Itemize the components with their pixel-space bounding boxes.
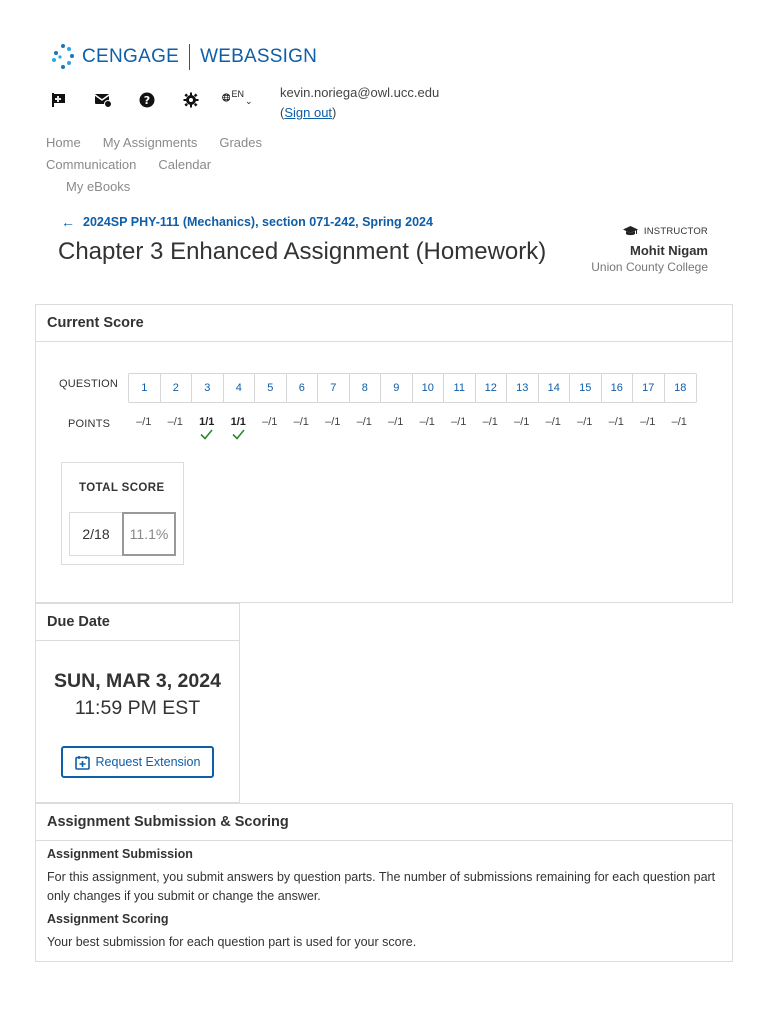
- due-date-heading: Due Date: [36, 604, 239, 641]
- points-row: [128, 416, 695, 440]
- messages-settings-icon[interactable]: [92, 89, 114, 111]
- instructor-info: [591, 226, 708, 274]
- question-points: [160, 416, 192, 440]
- points-label: POINTS: [68, 418, 111, 430]
- question-points-value: –/1: [514, 416, 530, 428]
- question-points-value: –/1: [577, 416, 593, 428]
- question-link[interactable]: 6: [287, 374, 319, 402]
- submission-scoring-panel: [35, 803, 733, 962]
- question-points-value: –/1: [671, 416, 687, 428]
- course-back-link[interactable]: [61, 214, 433, 230]
- globe-icon: [222, 89, 230, 106]
- total-score-label: TOTAL SCORE: [79, 482, 165, 494]
- gear-icon[interactable]: [180, 89, 202, 111]
- calendar-plus-icon: [75, 755, 90, 770]
- question-points: [128, 416, 160, 440]
- sign-out-link[interactable]: Sign out: [284, 105, 333, 120]
- assignment-scoring-text: Your best submission for each question part is used for your score.: [47, 935, 417, 949]
- assignment-submission-text: For this assignment, you submit answers by question parts. The number of submissions remaining for each question part only changes if you submit or change the answer.: [47, 870, 716, 903]
- question-points-value: 1/1: [230, 416, 246, 428]
- question-points-value: –/1: [167, 416, 183, 428]
- question-points: [254, 416, 286, 440]
- product-name: WEBASSIGN: [200, 46, 318, 67]
- cengage-webassign-logo[interactable]: [50, 42, 317, 72]
- request-extension-label: Request Extension: [95, 755, 201, 769]
- assignment-submission-heading: Assignment Submission: [47, 847, 193, 861]
- question-link[interactable]: 7: [318, 374, 350, 402]
- header-toolbar: [48, 88, 266, 112]
- total-score-percent: 11.1%: [122, 512, 176, 556]
- question-points-value: –/1: [640, 416, 656, 428]
- question-points-value: 1/1: [199, 416, 215, 428]
- question-points-value: –/1: [451, 416, 467, 428]
- question-label: QUESTION: [59, 378, 119, 390]
- course-name: 2024SP PHY-111 (Mechanics), section 071-242, Spring 2024: [83, 215, 433, 229]
- question-link[interactable]: 10: [413, 374, 445, 402]
- question-link[interactable]: 4: [224, 374, 256, 402]
- help-icon[interactable]: [136, 89, 158, 111]
- brand-name: CENGAGE: [82, 46, 180, 67]
- sign-out-wrapper: (Sign out): [280, 105, 337, 120]
- checkmark-icon: [232, 429, 245, 440]
- question-points: [286, 416, 318, 440]
- total-score-box: [61, 462, 184, 565]
- nav-my-ebooks[interactable]: My eBooks: [66, 178, 131, 194]
- question-points-value: –/1: [482, 416, 498, 428]
- question-link[interactable]: 3: [192, 374, 224, 402]
- question-points: [506, 416, 538, 440]
- due-date: SUN, MAR 3, 2024: [54, 670, 221, 692]
- question-points-value: –/1: [388, 416, 404, 428]
- question-link[interactable]: 11: [444, 374, 476, 402]
- graduation-cap-icon: [623, 226, 638, 237]
- question-link[interactable]: 2: [161, 374, 193, 402]
- question-points: [475, 416, 507, 440]
- nav-home[interactable]: Home: [46, 134, 81, 150]
- question-link[interactable]: 15: [570, 374, 602, 402]
- checkmark-icon: [200, 429, 213, 440]
- question-points: [412, 416, 444, 440]
- question-points: [223, 416, 255, 440]
- question-link[interactable]: 8: [350, 374, 382, 402]
- question-link[interactable]: 12: [476, 374, 508, 402]
- question-points: [443, 416, 475, 440]
- question-link[interactable]: 18: [674, 382, 687, 394]
- current-score-heading: Current Score: [36, 305, 732, 342]
- question-points: [569, 416, 601, 440]
- question-points-value: –/1: [262, 416, 278, 428]
- nav-my-assignments[interactable]: My Assignments: [102, 134, 198, 150]
- question-points-value: –/1: [325, 416, 341, 428]
- question-link[interactable]: 9: [381, 374, 413, 402]
- instructor-label: INSTRUCTOR: [591, 226, 708, 237]
- question-points: [191, 416, 223, 440]
- question-link[interactable]: 5: [255, 374, 287, 402]
- question-points-value: –/1: [545, 416, 561, 428]
- account-info: [280, 83, 439, 123]
- question-link[interactable]: 1: [129, 374, 161, 402]
- question-points-value: –/1: [136, 416, 152, 428]
- main-nav: [46, 131, 284, 197]
- nav-calendar[interactable]: Calendar: [158, 156, 212, 172]
- question-points: [317, 416, 349, 440]
- chevron-down-icon[interactable]: ⌄: [245, 96, 253, 106]
- logo-divider: [189, 44, 190, 70]
- question-navigator: [128, 373, 697, 403]
- question-points: [380, 416, 412, 440]
- total-score-points: 2/18: [69, 512, 123, 556]
- question-points: [349, 416, 381, 440]
- flag-icon[interactable]: [48, 89, 70, 111]
- cengage-logo-icon: [50, 43, 76, 71]
- instructor-school: Union County College: [591, 260, 708, 274]
- question-points-value: –/1: [419, 416, 435, 428]
- assignment-scoring-heading: Assignment Scoring: [47, 912, 169, 926]
- question-points-value: –/1: [608, 416, 624, 428]
- language-selector[interactable]: [222, 89, 244, 111]
- nav-communication[interactable]: Communication: [46, 156, 137, 172]
- question-points-value: –/1: [293, 416, 309, 428]
- svg-text:?: ?: [143, 94, 151, 107]
- nav-grades[interactable]: Grades: [219, 134, 262, 150]
- question-link[interactable]: 17: [633, 374, 665, 402]
- submission-scoring-heading: Assignment Submission & Scoring: [36, 804, 732, 841]
- due-time: 11:59 PM EST: [74, 697, 201, 719]
- question-points: [632, 416, 664, 440]
- question-points: [601, 416, 633, 440]
- question-points: [664, 416, 696, 440]
- user-email: kevin.noriega@owl.ucc.edu: [280, 85, 440, 100]
- question-points: [538, 416, 570, 440]
- arrow-left-icon: ←: [61, 214, 75, 230]
- due-date-panel: [35, 603, 240, 803]
- question-points-value: –/1: [356, 416, 372, 428]
- request-extension-button[interactable]: [61, 746, 214, 778]
- page-title: Chapter 3 Enhanced Assignment (Homework): [58, 238, 547, 265]
- question-link[interactable]: 14: [539, 374, 571, 402]
- current-score-panel: [35, 304, 733, 603]
- instructor-name: Mohit Nigam: [630, 243, 708, 258]
- question-link[interactable]: 16: [602, 374, 634, 402]
- question-link[interactable]: 13: [507, 374, 539, 402]
- language-code: EN: [231, 89, 244, 99]
